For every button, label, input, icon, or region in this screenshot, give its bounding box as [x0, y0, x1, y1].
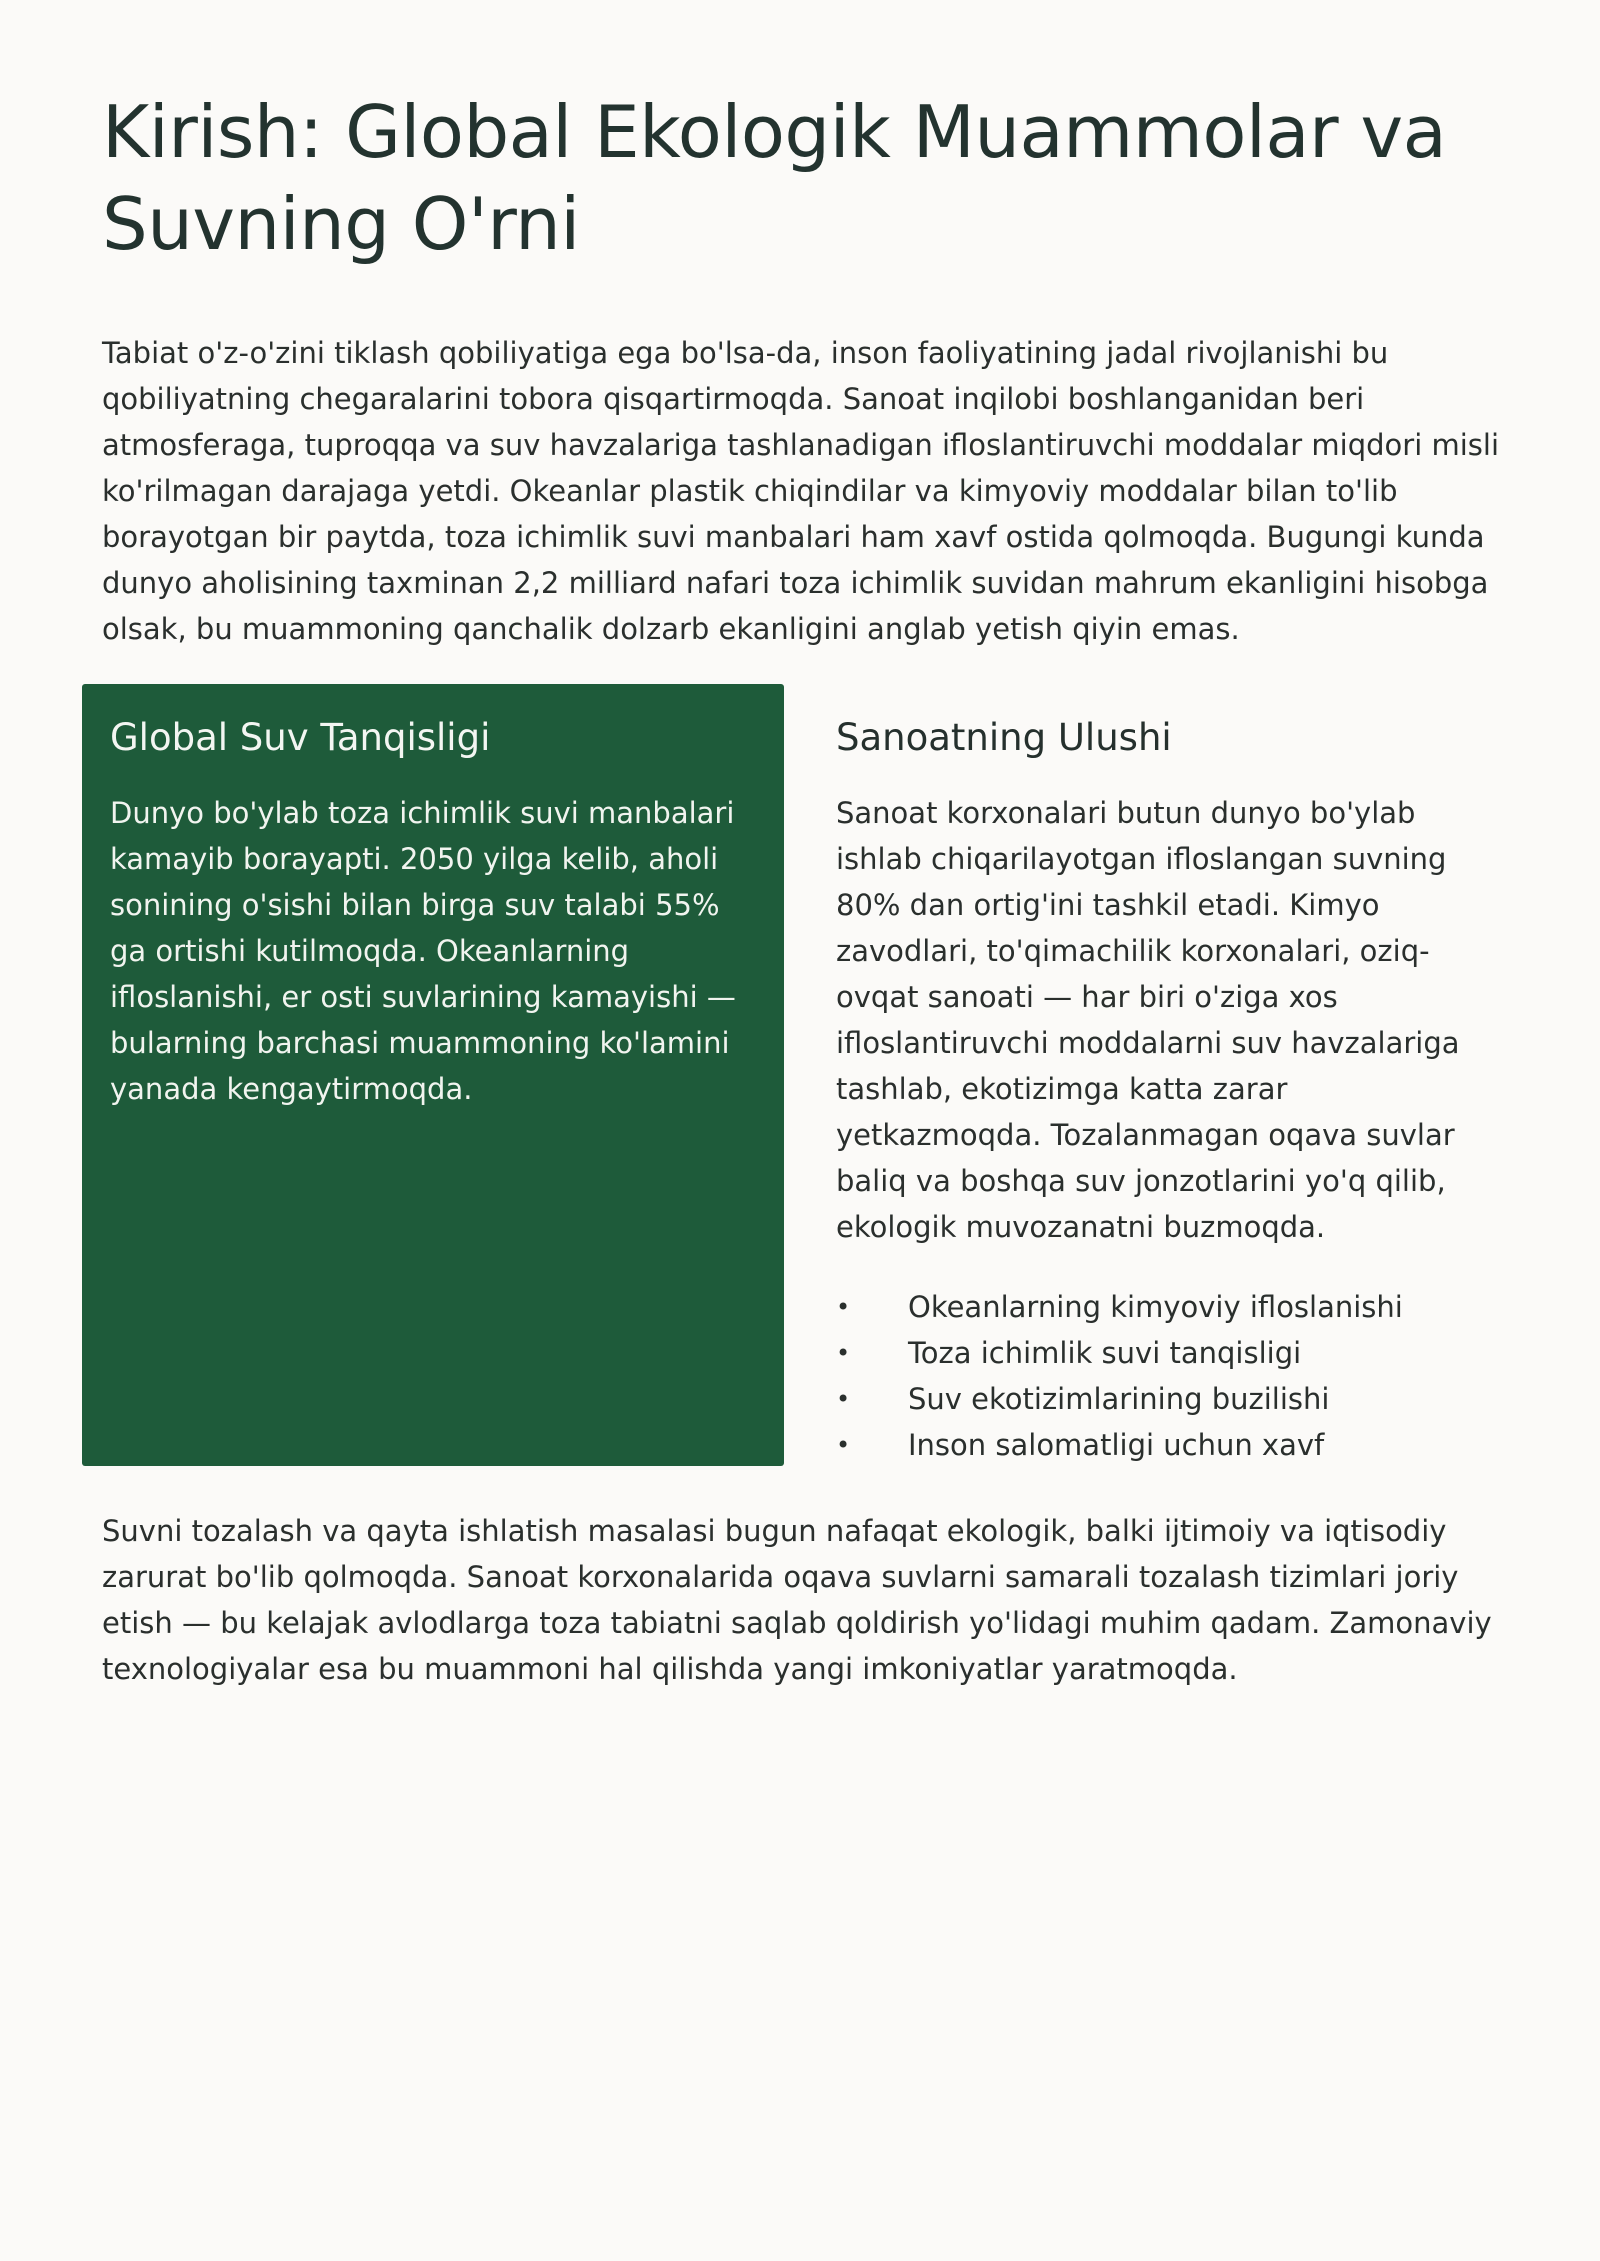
side-section [836, 714, 1496, 1468]
list-item [836, 1422, 1496, 1468]
list-item-label: Okeanlarning kimyoviy ifloslanishi [908, 1290, 1403, 1324]
bullet-icon: • [836, 1339, 851, 1367]
outro-paragraph: Suvni tozalash va qayta ishlatish masalasi bugun nafaqat ekologik, balki ijtimoiy va iqtisodiy zarurat bo'lib qolmoqda. Sanoat korxonalarida oqava suvlarni samarali tozalash tizimlari joriy etish — bu kelajak avlodlarga toza tabiatni saqlab qoldirish yo'lidagi muhim qadam. Zamonaviy texnologiyalar esa bu muammoni hal qilishda yangi imkoniyatlar yaratmoqda. [102, 1514, 1492, 1686]
page-title: Kirish: Global Ekologik Muammolar va Suvning O'rni [102, 90, 1447, 266]
highlight-box-body: Dunyo bo'ylab toza ichimlik suvi manbalari kamayib borayapti. 2050 yilga kelib, aholi sonining o'sishi bilan birga suv talabi 55% ga ortishi kutilmoqda. Okeanlarning ifloslanishi, er osti suvlarining kamayishi — bularning barchasi muammoning ko'lamini yanada kengaytirmoqda. [110, 796, 736, 1106]
list-item [836, 1284, 1496, 1330]
side-section-heading: Sanoatning Ulushi [836, 716, 1172, 759]
list-item-label: Inson salomatligi uchun xavf [908, 1428, 1325, 1462]
side-section-body: Sanoat korxonalari butun dunyo bo'ylab ishlab chiqarilayotgan ifloslangan suvning 80% dan ortig'ini tashkil etadi. Kimyo zavodlari, to'qimachilik korxonalari, oziq-ovqat sanoati — har biri o'ziga xos ifloslantiruvchi moddalarni suv havzalariga tashlab, ekotizimga katta zarar yetkazmoqda. Tozalanmagan oqava suvlar baliq va boshqa suv jonzotlarini yo'q qilib, ekologik muvozanatni buzmoqda. [836, 796, 1460, 1244]
intro-paragraph: Tabiat o'z-o'zini tiklash qobiliyatiga ega bo'lsa-da, inson faoliyatining jadal rivojlanishi bu qobiliyatning chegaralarini tobora qisqartirmoqda. Sanoat inqilobi boshlanganidan beri atmosferaga, tuproqqa va suv havzalariga tashlanadigan ifloslantiruvchi moddalar miqdori misli ko'rilmagan darajaga yetdi. Okeanlar plastik chiqindilar va kimyoviy moddalar bilan to'lib borayotgan bir paytda, toza ichimlik suvi manbalari ham xavf ostida qolmoqda. Bugungi kunda dunyo aholisining taxminan 2,2 milliard nafari toza ichimlik suvidan mahrum ekanligini hisobga olsak, bu muammoning qanchalik dolzarb ekanligini anglab yetish qiyin emas. [102, 336, 1499, 646]
list-item-label: Toza ichimlik suvi tanqisligi [908, 1336, 1302, 1370]
bullet-list [836, 1284, 1496, 1468]
bullet-icon: • [836, 1431, 851, 1459]
bullet-icon: • [836, 1385, 851, 1413]
bullet-icon: • [836, 1293, 851, 1321]
list-item [836, 1330, 1496, 1376]
list-item-label: Suv ekotizimlarining buzilishi [908, 1382, 1330, 1416]
highlight-box [82, 684, 784, 1466]
list-item [836, 1376, 1496, 1422]
highlight-box-heading: Global Suv Tanqisligi [110, 716, 491, 759]
